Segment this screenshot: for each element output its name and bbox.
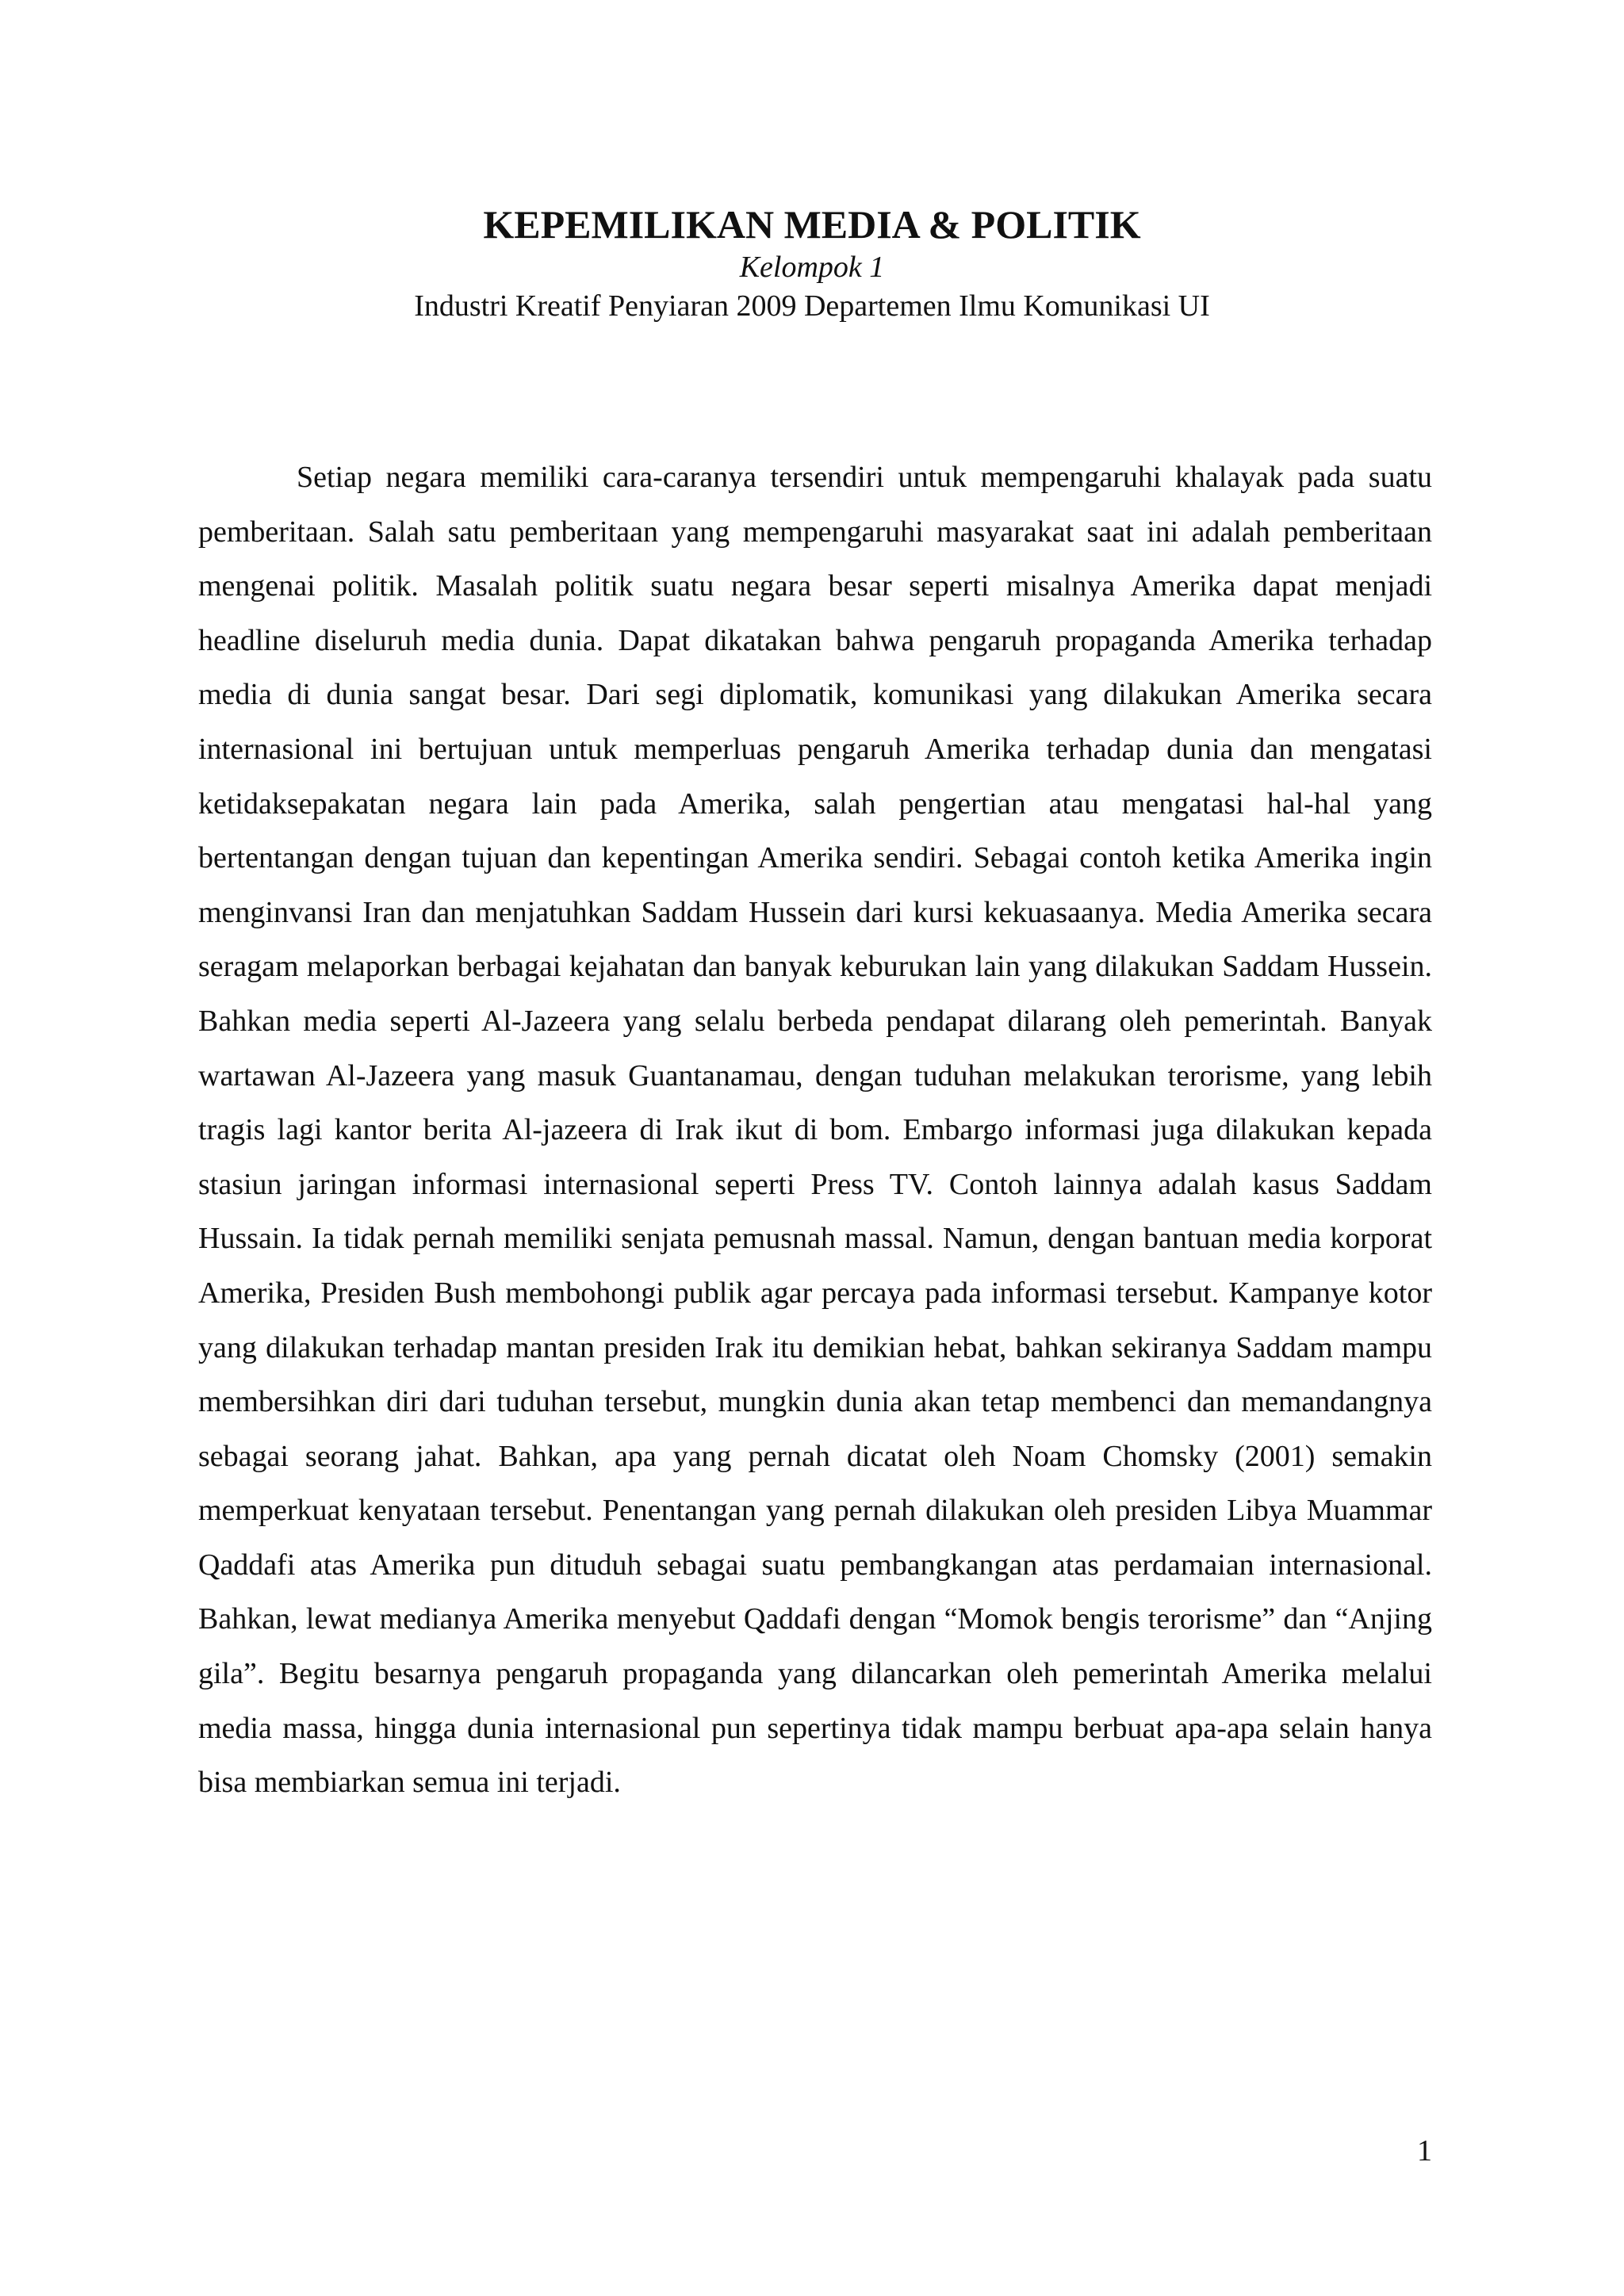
body-paragraph: Setiap negara memiliki cara-caranya tersendiri untuk mempengaruhi khalayak pada suatu pemberitaan. Salah satu pemberitaan yang mempengaruhi masyarakat saat ini adalah pemberitaan mengenai politik. Masalah politik suatu negara besar seperti misalnya Amerika dapat menjadi headline diseluruh media dunia. Dapat dikatakan bahwa pengaruh propaganda Amerika terhadap media di dunia sangat besar. Dari segi diplomatik, komunikasi yang dilakukan Amerika secara internasional ini bertujuan untuk memperluas pengaruh Amerika terhadap dunia dan mengatasi ketidaksepakatan negara lain pada Amerika, salah pengertian atau mengatasi hal-hal yang bertentangan dengan tujuan dan kepentingan Amerika sendiri. Sebagai contoh ketika Amerika ingin menginvansi Iran dan menjatuhkan Saddam Hussein dari kursi kekuasaanya. Media Amerika secara seragam melaporkan berbagai kejahatan dan banyak keburukan lain yang dilakukan Saddam Hussein. Bahkan media seperti Al-Jazeera yang selalu berbeda pendapat dilarang oleh pemerintah. Banyak wartawan Al-Jazeera yang masuk Guantanamau, dengan tuduhan melakukan terorisme, yang lebih tragis lagi kantor berita Al-jazeera di Irak ikut di bom. Embargo informasi juga dilakukan kepada stasiun jaringan informasi internasional seperti Press TV. Contoh lainnya adalah kasus Saddam Hussain. Ia tidak pernah memiliki senjata pemusnah massal. Namun, dengan bantuan media korporat Amerika, Presiden Bush membohongi publik agar percaya pada informasi tersebut. Kampanye kotor yang dilakukan terhadap mantan presiden Irak itu demikian hebat, bahkan sekiranya Saddam mampu membersihkan diri dari tuduhan tersebut, mungkin dunia akan tetap membenci dan memandangnya sebagai seorang jahat. Bahkan, apa yang pernah dicatat oleh Noam Chomsky (2001) semakin memperkuat kenyataan tersebut. Penentangan yang pernah dilakukan oleh presiden Libya Muammar Qaddafi atas Amerika pun dituduh sebagai suatu pembangkangan atas perdamaian internasional. Bahkan, lewat medianya Amerika menyebut Qaddafi dengan “Momok bengis terorisme” dan “Anjing gila”. Begitu besarnya pengaruh propaganda yang dilancarkan oleh pemerintah Amerika melalui media massa, hingga dunia internasional pun sepertinya tidak mampu berbuat apa-apa selain hanya bisa membiarkan semua ini terjadi. — [198, 461, 1432, 1800]
document-header — [0, 200, 1624, 327]
document-subtitle: Industri Kreatif Penyiaran 2009 Departemen Ilmu Komunikasi UI — [414, 289, 1210, 323]
group-name: Kelompok 1 — [739, 251, 885, 284]
page-number: 1 — [1417, 2134, 1432, 2168]
document-title: KEPEMILIKAN MEDIA & POLITIK — [483, 202, 1141, 247]
